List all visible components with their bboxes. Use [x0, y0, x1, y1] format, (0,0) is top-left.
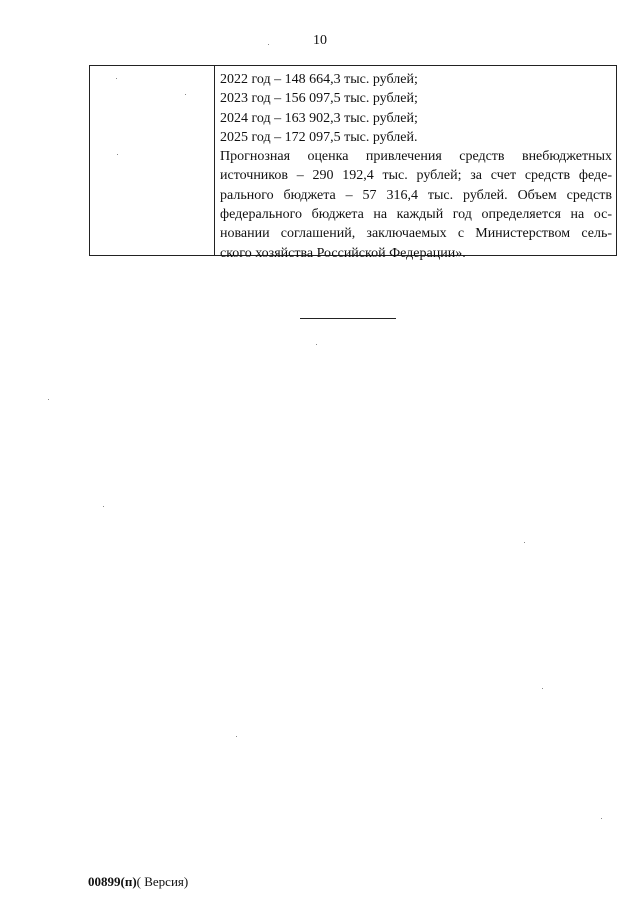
footer-code: 00899(п): [88, 874, 137, 889]
end-separator-line: [300, 318, 396, 319]
document-footer-code: [88, 874, 188, 890]
scan-speck: [316, 344, 317, 345]
footer-version: ( Версия): [136, 874, 189, 889]
paragraph-line: федерального бюджета на каждый год определяется на ос-: [220, 207, 612, 223]
table-right-cell: [215, 66, 616, 261]
paragraph-line: рального бюджета – 57 316,4 тыс. рублей. Объем средств: [220, 187, 612, 203]
scan-speck: [185, 94, 186, 95]
scan-speck: [524, 542, 525, 543]
paragraph-line: новании соглашений, заключаемых с Министерством сель-: [220, 226, 612, 242]
funding-paragraph: [220, 147, 612, 263]
scan-speck: [542, 688, 543, 689]
year-line-2024: 2024 год – 163 902,3 тыс. рублей;: [220, 110, 418, 126]
scan-speck: [236, 736, 237, 737]
year-line-2023: 2023 год – 156 097,5 тыс. рублей;: [220, 91, 418, 107]
year-line-2022: 2022 год – 148 664,3 тыс. рублей;: [220, 72, 418, 87]
scan-speck: [103, 506, 104, 507]
scan-speck: [48, 399, 49, 400]
scan-speck: [116, 78, 117, 79]
paragraph-line: Прогнозная оценка привлечения средств внебюджетных: [220, 149, 612, 165]
scan-speck: [117, 154, 118, 155]
table-left-cell: [90, 66, 215, 255]
scan-speck: [601, 818, 602, 819]
paragraph-line: источников – 290 192,4 тыс. рублей; за счет средств феде-: [220, 168, 612, 184]
page-number: 10: [313, 33, 327, 48]
content-table: [89, 65, 617, 261]
year-line-2025: 2025 год – 172 097,5 тыс. рублей.: [220, 129, 418, 145]
scan-speck: [268, 44, 269, 45]
paragraph-line: ского хозяйства Российской Федерации».: [220, 245, 466, 261]
